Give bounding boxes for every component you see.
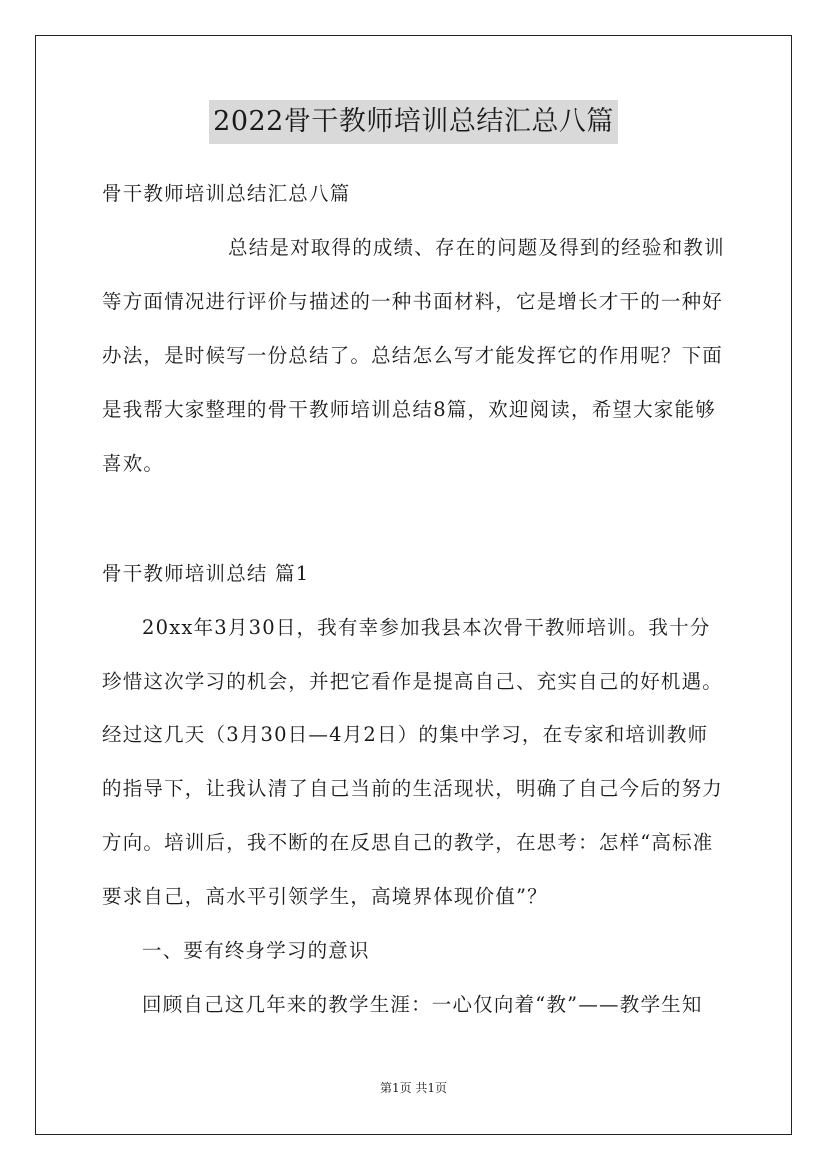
paragraph-line: 方向。培训后，我不断的在反思自己的教学，在思考：怎样“高标准 [102,831,714,854]
paragraph-line: 经过这几天（3月30日—4月2日）的集中学习，在专家和培训教师 [102,723,709,746]
paragraph-line: 办法，是时候写一份总结了。总结怎么写才能发挥它的作用呢？下面 [102,344,724,367]
page-footer: 第1页 共1页 [379,1081,448,1095]
paragraph-line: 等方面情况进行评价与描述的一种书面材料，它是增长才干的一种好 [102,290,724,313]
document-title: 2022骨干教师培训总结汇总八篇 [209,100,618,144]
paragraph-line: 是我帮大家整理的骨干教师培训总结8篇，欢迎阅读，希望大家能够 [102,398,716,421]
section-heading: 骨干教师培训总结 篇1 [102,562,310,585]
subsection-heading: 一、要有终身学习的意识 [142,939,370,962]
paragraph-line: 总结是对取得的成绩、存在的问题及得到的经验和教训 [228,236,725,259]
paragraph-line: 的指导下，让我认清了自己当前的生活现状，明确了自己今后的努力 [102,777,724,800]
paragraph-line: 珍惜这次学习的机会，并把它看作是提高自己、充实自己的好机遇。 [102,670,724,693]
paragraph-line: 回顾自己这几年来的教学生涯：一心仅向着“教”——教学生知 [142,993,703,1016]
paragraph-line: 要求自己，高水平引领学生，高境界体现价值”？ [102,885,548,908]
paragraph-line: 20xx年3月30日，我有幸参加我县本次骨干教师培训。我十分 [142,616,711,639]
title-wrap [0,100,827,144]
subtitle-line: 骨干教师培训总结汇总八篇 [102,182,351,205]
paragraph-line: 喜欢。 [102,452,165,475]
